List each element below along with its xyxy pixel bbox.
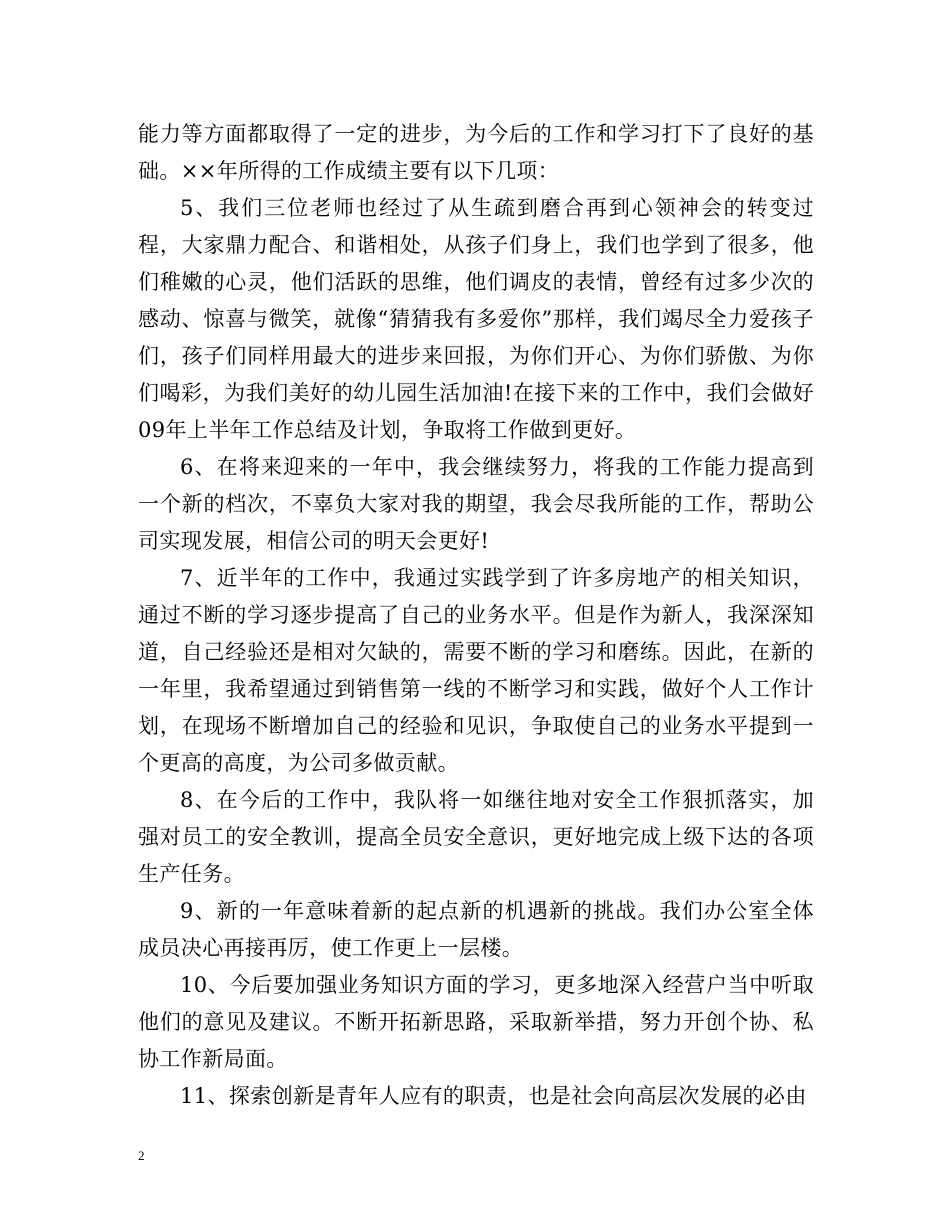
- paragraph-item-7: 7、近半年的工作中，我通过实践学到了许多房地产的相关知识，通过不断的学习逐步提高了自己的业务水平。但是作为新人，我深深知道，自己经验还是相对欠缺的，需要不断的学习和磨练。因此，在新的一年里，我希望通过到销售第一线的不断学习和实践，做好个人工作计划，在现场不断增加自己的经验和见识，争取使自己的业务水平提到一个更高的高度，为公司多做贡献。: [138, 566, 814, 775]
- paragraph-item-11: 11、探索创新是青年人应有的职责，也是社会向高层次发展的必由: [180, 1084, 807, 1108]
- paragraph-intro: 能力等方面都取得了一定的进步，为今后的工作和学习打下了良好的基础。××年所得的工作成绩主要有以下几项：: [138, 122, 814, 183]
- paragraph-item-8: 8、在今后的工作中，我队将一如继往地对安全工作狠抓落实，加强对员工的安全教训，提高全员安全意识，更好地完成上级下达的各项生产任务。: [138, 788, 814, 886]
- paragraph-item-9: 9、新的一年意味着新的起点新的机遇新的挑战。我们办公室全体成员决心再接再厉，使工作更上一层楼。: [138, 899, 814, 960]
- paragraph-item-5: 5、我们三位老师也经过了从生疏到磨合再到心领神会的转变过程，大家鼎力配合、和谐相处，从孩子们身上，我们也学到了很多，他们稚嫩的心灵，他们活跃的思维，他们调皮的表情，曾经有过多少次的感动、惊喜与微笑，就像“猜猜我有多爱你”那样，我们竭尽全力爱孩子们，孩子们同样用最大的进步来回报，为你们开心、为你们骄傲、为你们喝彩，为我们美好的幼儿园生活加油!在接下来的工作中，我们会做好09年上半年工作总结及计划，争取将工作做到更好。: [138, 196, 814, 442]
- paragraph-item-10: 10、今后要加强业务知识方面的学习，更多地深入经营户当中听取他们的意见及建议。不断开拓新思路，采取新举措，努力开创个协、私协工作新局面。: [138, 973, 814, 1071]
- document-body: [138, 116, 814, 1115]
- page-number: 2: [138, 1148, 145, 1163]
- paragraph-item-6: 6、在将来迎来的一年中，我会继续努力，将我的工作能力提高到一个新的档次，不辜负大家对我的期望，我会尽我所能的工作，帮助公司实现发展，相信公司的明天会更好!: [138, 455, 814, 553]
